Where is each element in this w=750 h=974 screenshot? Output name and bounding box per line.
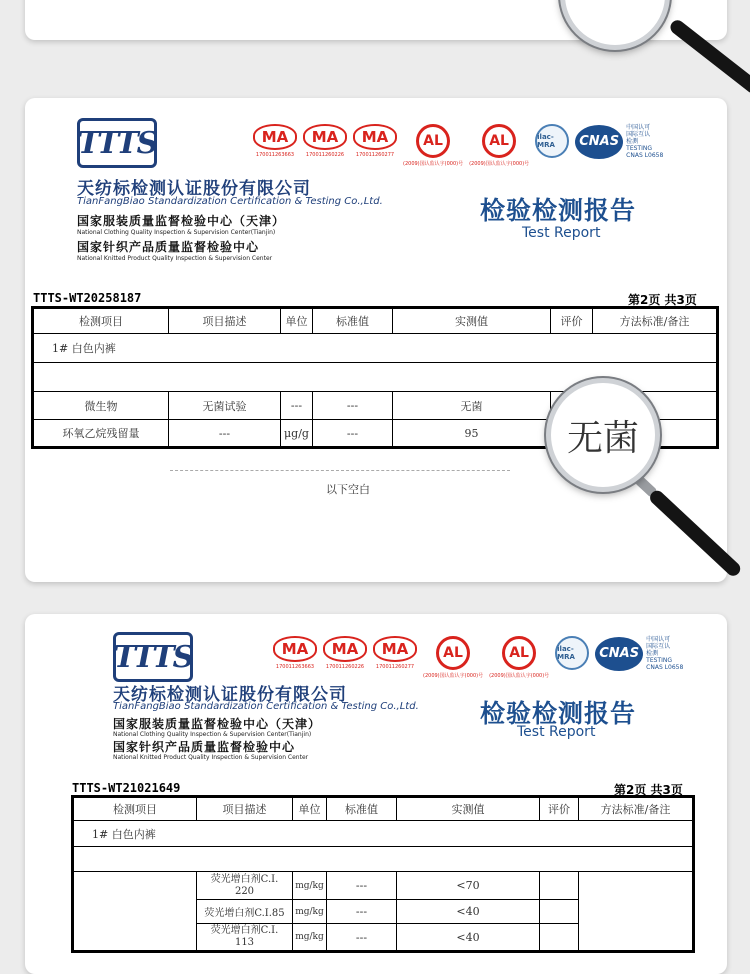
cma-cert-2: [303, 124, 347, 158]
clothing-center-cn: 国家服装质量监督检验中心（天津）: [77, 214, 286, 228]
cert-number: (2009)国认监认字(000)号: [489, 673, 550, 679]
cma-cert-1: [273, 636, 317, 670]
table-cell: ---: [327, 900, 397, 924]
table-cell: [579, 872, 694, 952]
cal-cert-1: [423, 636, 483, 679]
cma-cert-3: [353, 124, 397, 158]
magnifier-lens-icon: [546, 378, 660, 492]
column-header: 单位: [293, 797, 327, 821]
table-row: [73, 872, 694, 900]
column-header: 实测值: [393, 308, 551, 334]
ilac-mra-icon: ilac-MRA: [535, 124, 569, 158]
cal-cert-1: [403, 124, 463, 167]
clothing-center-cn: 国家服装质量监督检验中心（天津）: [113, 717, 322, 731]
cert-number: 170011260277: [355, 152, 395, 158]
company-name-cn: 天纺标检测认证股份有限公司: [113, 685, 347, 705]
report-title-cn: 检验检测报告: [480, 196, 637, 225]
table-cell: 95: [393, 420, 551, 448]
clothing-center-en: National Clothing Quality Inspection & Supervision Center(Tianjin): [113, 731, 312, 738]
report-number: TTTS-WT21021649: [72, 781, 181, 795]
cert-number: (2009)国认监认字(000)号: [469, 161, 530, 167]
column-header: 项目描述: [197, 797, 293, 821]
table-cell: 环氧乙烷残留量: [33, 420, 169, 448]
table-cell: 无菌: [393, 392, 551, 420]
table-cell: mg/kg: [293, 900, 327, 924]
magnifier-lens-icon: [560, 0, 670, 50]
cal-icon: AL: [436, 636, 470, 670]
cnas-icon: CNAS: [575, 125, 623, 159]
report-title-en: Test Report: [522, 225, 601, 241]
report-title-cn: 检验检测报告: [480, 699, 637, 728]
sample-row: [33, 334, 718, 363]
table-cell: μg/g: [281, 420, 313, 448]
table-cell: <40: [397, 924, 540, 952]
cnas-caption: 中国认可 国际互认 检测 TESTING CNAS L0658: [646, 636, 684, 671]
cnas-cert: [575, 124, 663, 159]
table-cell: [540, 924, 579, 952]
certification-logos: [253, 124, 663, 167]
cert-number: (2009)国认监认字(000)号: [403, 161, 464, 167]
column-header: 方法标准/备注: [593, 308, 718, 334]
table-header-row: [73, 797, 694, 821]
column-header: 方法标准/备注: [579, 797, 694, 821]
cma-icon: MA: [253, 124, 297, 150]
company-name-en: TianFangBiao Standardization Certification & Testing Co.,Ltd.: [113, 701, 419, 712]
ilac-mra-icon: ilac-MRA: [555, 636, 589, 670]
table-cell: 荧光增白剂C.I. 113: [197, 924, 293, 952]
table-cell: <40: [397, 900, 540, 924]
magnified-result: 无菌: [566, 417, 639, 459]
column-header: 检测项目: [73, 797, 197, 821]
table-cell: ---: [169, 420, 281, 448]
cma-icon: MA: [273, 636, 317, 662]
cal-icon: AL: [482, 124, 516, 158]
table-cell: 荧光增白剂C.I.85: [197, 900, 293, 924]
empty-cell: [73, 847, 694, 872]
cma-icon: MA: [373, 636, 417, 662]
cert-number: (2009)国认监认字(000)号: [423, 673, 484, 679]
cma-icon: MA: [353, 124, 397, 150]
sample-row: [73, 821, 694, 847]
table-cell: mg/kg: [293, 872, 327, 900]
column-header: 评价: [551, 308, 593, 334]
column-header: 单位: [281, 308, 313, 334]
report-card-2: [25, 614, 727, 974]
ttts-logo: TTTS: [77, 118, 157, 168]
column-header: 检测项目: [33, 308, 169, 334]
table-cell: ---: [313, 420, 393, 448]
knitted-center-en: National Knitted Product Quality Inspection & Supervision Center: [113, 754, 309, 761]
cnas-icon: CNAS: [595, 637, 643, 671]
report-title-en: Test Report: [517, 724, 596, 740]
company-name-cn: 天纺标检测认证股份有限公司: [77, 179, 311, 199]
column-header: 项目描述: [169, 308, 281, 334]
table-cell: [540, 900, 579, 924]
table-cell: ---: [327, 872, 397, 900]
knitted-center-cn: 国家针织产品质量监督检验中心: [77, 240, 260, 254]
cma-icon: MA: [323, 636, 367, 662]
page-indicator: 第2页 共3页: [614, 783, 683, 797]
cert-number: 170011263663: [275, 664, 315, 670]
certification-logos: [273, 636, 683, 679]
table-cell: [540, 872, 579, 900]
table-cell: mg/kg: [293, 924, 327, 952]
cma-icon: MA: [303, 124, 347, 150]
knitted-center-en: National Knitted Product Quality Inspection & Supervision Center: [77, 255, 273, 262]
table-cell: 微生物: [33, 392, 169, 420]
column-header: 评价: [540, 797, 579, 821]
ttts-logo: TTTS: [113, 632, 193, 682]
test-results-table: [71, 795, 695, 953]
blank-below-note: 以下空白: [326, 483, 370, 496]
divider: [170, 470, 510, 471]
cert-number: 170011260226: [305, 152, 345, 158]
sample-label: 1# 白色内裤: [73, 821, 694, 847]
ilac-cert: [535, 124, 569, 158]
column-header: 实测值: [397, 797, 540, 821]
sample-label: 1# 白色内裤: [33, 334, 718, 363]
report-number: TTTS-WT20258187: [33, 291, 142, 305]
clothing-center-en: National Clothing Quality Inspection & Supervision Center(Tianjin): [77, 229, 276, 236]
cma-cert-1: [253, 124, 297, 158]
table-header-row: [33, 308, 718, 334]
table-cell: ---: [313, 392, 393, 420]
cert-number: 170011260277: [375, 664, 415, 670]
table-cell: 无菌试验: [169, 392, 281, 420]
cal-cert-2: [489, 636, 549, 679]
cal-icon: AL: [416, 124, 450, 158]
empty-row: [73, 847, 694, 872]
ilac-cert: [555, 636, 589, 670]
column-header: 标准值: [327, 797, 397, 821]
report-card-1: [25, 98, 727, 582]
cert-number: 170011260226: [325, 664, 365, 670]
table-cell: ---: [281, 392, 313, 420]
company-name-en: TianFangBiao Standardization Certification & Testing Co.,Ltd.: [77, 196, 383, 207]
page-indicator: 第2页 共3页: [628, 293, 697, 307]
table-cell: <70: [397, 872, 540, 900]
cma-cert-3: [373, 636, 417, 670]
column-header: 标准值: [313, 308, 393, 334]
cnas-cert: [595, 636, 683, 671]
cal-cert-2: [469, 124, 529, 167]
table-cell: ---: [327, 924, 397, 952]
table-cell: 荧光增白剂C.I. 220: [197, 872, 293, 900]
cma-cert-2: [323, 636, 367, 670]
knitted-center-cn: 国家针织产品质量监督检验中心: [113, 740, 296, 754]
cert-number: 170011263663: [255, 152, 295, 158]
cnas-caption: 中国认可 国际互认 检测 TESTING CNAS L0658: [626, 124, 664, 159]
cal-icon: AL: [502, 636, 536, 670]
table-cell: [73, 872, 197, 952]
